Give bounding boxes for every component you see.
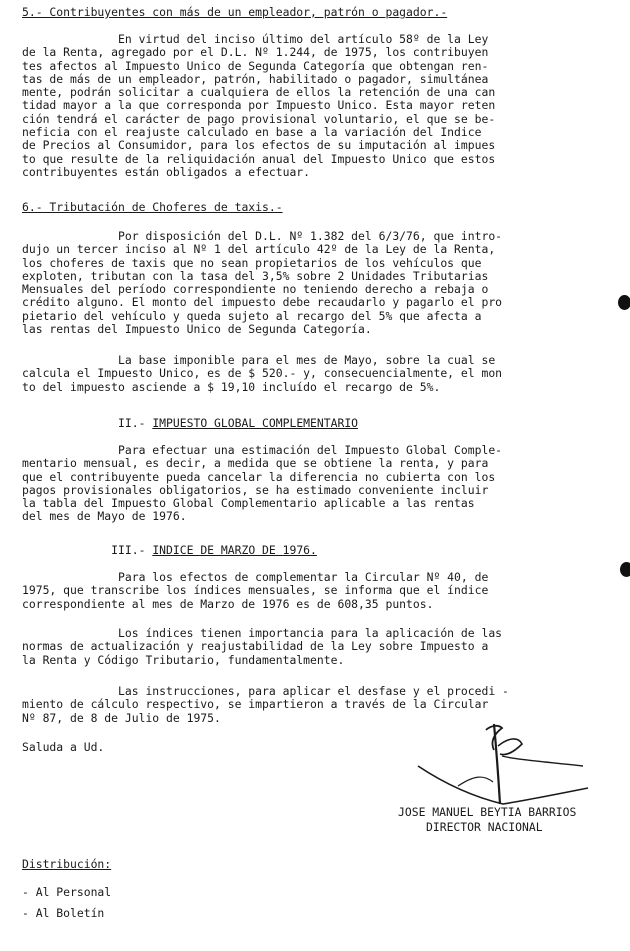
body-line: to del impuesto asciende a $ 19,10 incluído el recargo de 5%. (22, 379, 441, 394)
body-line: pagos provisionales obligatorios, se ha estimado conveniente incluir (22, 482, 489, 497)
signatory-title: DIRECTOR NACIONAL (426, 820, 543, 834)
section-III-para-1 (22, 571, 608, 611)
body-line: tas de más de un empleador, patrón, habilitado o pagador, simultánea (22, 71, 489, 86)
body-line: contribuyentes están obligados a efectuar. (22, 164, 311, 179)
body-line: la Renta y Código Tributario, fundamentalmente. (22, 652, 345, 667)
body-line: Mensuales del período correspondiente no teniendo derecho a rebaja o (22, 282, 489, 297)
section-III-heading: INDICE DE MARZO DE 1976. (152, 543, 317, 557)
body-line: de Precios al Consumidor, para los efectos de su imputación al impues (22, 138, 496, 153)
section-6-para-1 (22, 230, 608, 336)
section-6 (22, 201, 608, 214)
punch-hole-mark (618, 295, 630, 310)
body-line: de la Renta, agregado por el D.L. Nº 1.244, de 1975, los contribuyen (22, 45, 489, 60)
section-5-body (22, 33, 608, 179)
body-line: del mes de Mayo de 1976. (22, 509, 187, 524)
section-II-heading: IMPUESTO GLOBAL COMPLEMENTARIO (152, 416, 359, 430)
body-line: neficia con el reajuste calculado en base a la variación del Indice (22, 125, 482, 140)
section-number: II.- (22, 416, 153, 430)
section-6-heading: 6.- Tributación de Choferes de taxis.- (22, 200, 283, 214)
distribution-item: - Al Boletín (22, 906, 105, 920)
body-line: que el contribuyente pueda cancelar la diferencia no cubierta con los (22, 469, 496, 484)
body-line: tidad mayor a la que corresponda por Impuesto Unico. Esta mayor reten (22, 98, 496, 113)
punch-hole-mark (620, 562, 630, 577)
body-line: Los índices tienen importancia para la aplicación de las (22, 626, 503, 640)
body-line: mente, podrán solicitar a cualquiera de ellos la retención de una can (22, 85, 496, 100)
section-II (22, 417, 608, 430)
body-line: la tabla del Impuesto Global Complementario aplicable a las rentas (22, 496, 475, 511)
section-III (22, 544, 608, 557)
body-line: exploten, tributan con la tasa del 3,5% sobre 2 Unidades Tributarias (22, 268, 489, 283)
section-II-heading-line (22, 417, 608, 430)
section-III-heading-line (22, 544, 608, 557)
section-number: III.- (22, 543, 153, 557)
body-line: calcula el Impuesto Unico, es de $ 520.- y, consecuencialmente, el mon (22, 366, 503, 381)
body-line: pietario del vehículo y queda sujeto al recargo del 5% que afecta a (22, 308, 482, 323)
distribution-heading: Distribución: (22, 857, 112, 871)
body-line: Por disposición del D.L. Nº 1.382 del 6/3/76, que intro- (22, 229, 503, 243)
section-5-heading: 5.- Contribuyentes con más de un empleador, patrón o pagador.- (22, 5, 448, 19)
body-line: normas de actualización y reajustabilidad de la Ley sobre Impuesto a (22, 639, 489, 654)
body-line: crédito alguno. El monto del impuesto debe recaudarlo y pagarlo el pro (22, 295, 503, 310)
body-line: ción tendrá el carácter de pago provisional voluntario, el que se be- (22, 111, 496, 126)
section-6-para-2 (22, 354, 608, 394)
body-line: 1975, que transcribe los índices mensuales, se informa que el índice (22, 583, 489, 598)
body-line: Para los efectos de complementar la Circular Nº 40, de (22, 570, 489, 584)
closing-text: Saluda a Ud. (22, 740, 105, 754)
section-5 (22, 6, 608, 19)
body-line: miento de cálculo respectivo, se impartieron a través de la Circular (22, 697, 489, 712)
section-III-para-2 (22, 627, 608, 667)
distribution-item: - Al Personal (22, 885, 112, 899)
body-line: correspondiente al mes de Marzo de 1976 es de 608,35 puntos. (22, 596, 434, 611)
body-line: Nº 87, de 8 de Julio de 1975. (22, 710, 221, 725)
section-II-body (22, 444, 608, 524)
signatory-name: JOSE MANUEL BEYTIA BARRIOS (398, 805, 577, 819)
body-line: los choferes de taxis que no sean propietarios de los vehículos que (22, 255, 482, 270)
body-line: En virtud del inciso último del artículo 58º de la Ley (22, 32, 489, 46)
body-line: mentario mensual, es decir, a medida que se obtiene la renta, y para (22, 456, 489, 471)
body-line: La base imponible para el mes de Mayo, sobre la cual se (22, 353, 496, 367)
body-line: las rentas del Impuesto Unico de Segunda Categoría. (22, 322, 372, 337)
body-line: tes afectos al Impuesto Unico de Segunda Categoría que obtengan ren- (22, 58, 489, 73)
handwritten-signature (398, 716, 598, 811)
body-line: to que resulte de la reliquidación anual del Impuesto Unico que estos (22, 151, 496, 166)
body-line: Las instrucciones, para aplicar el desfase y el procedi - (22, 684, 509, 698)
body-line: Para efectuar una estimación del Impuesto Global Comple- (22, 443, 503, 457)
body-line: dujo un tercer inciso al Nº 1 del artículo 42º de la Ley de la Renta, (22, 242, 496, 257)
